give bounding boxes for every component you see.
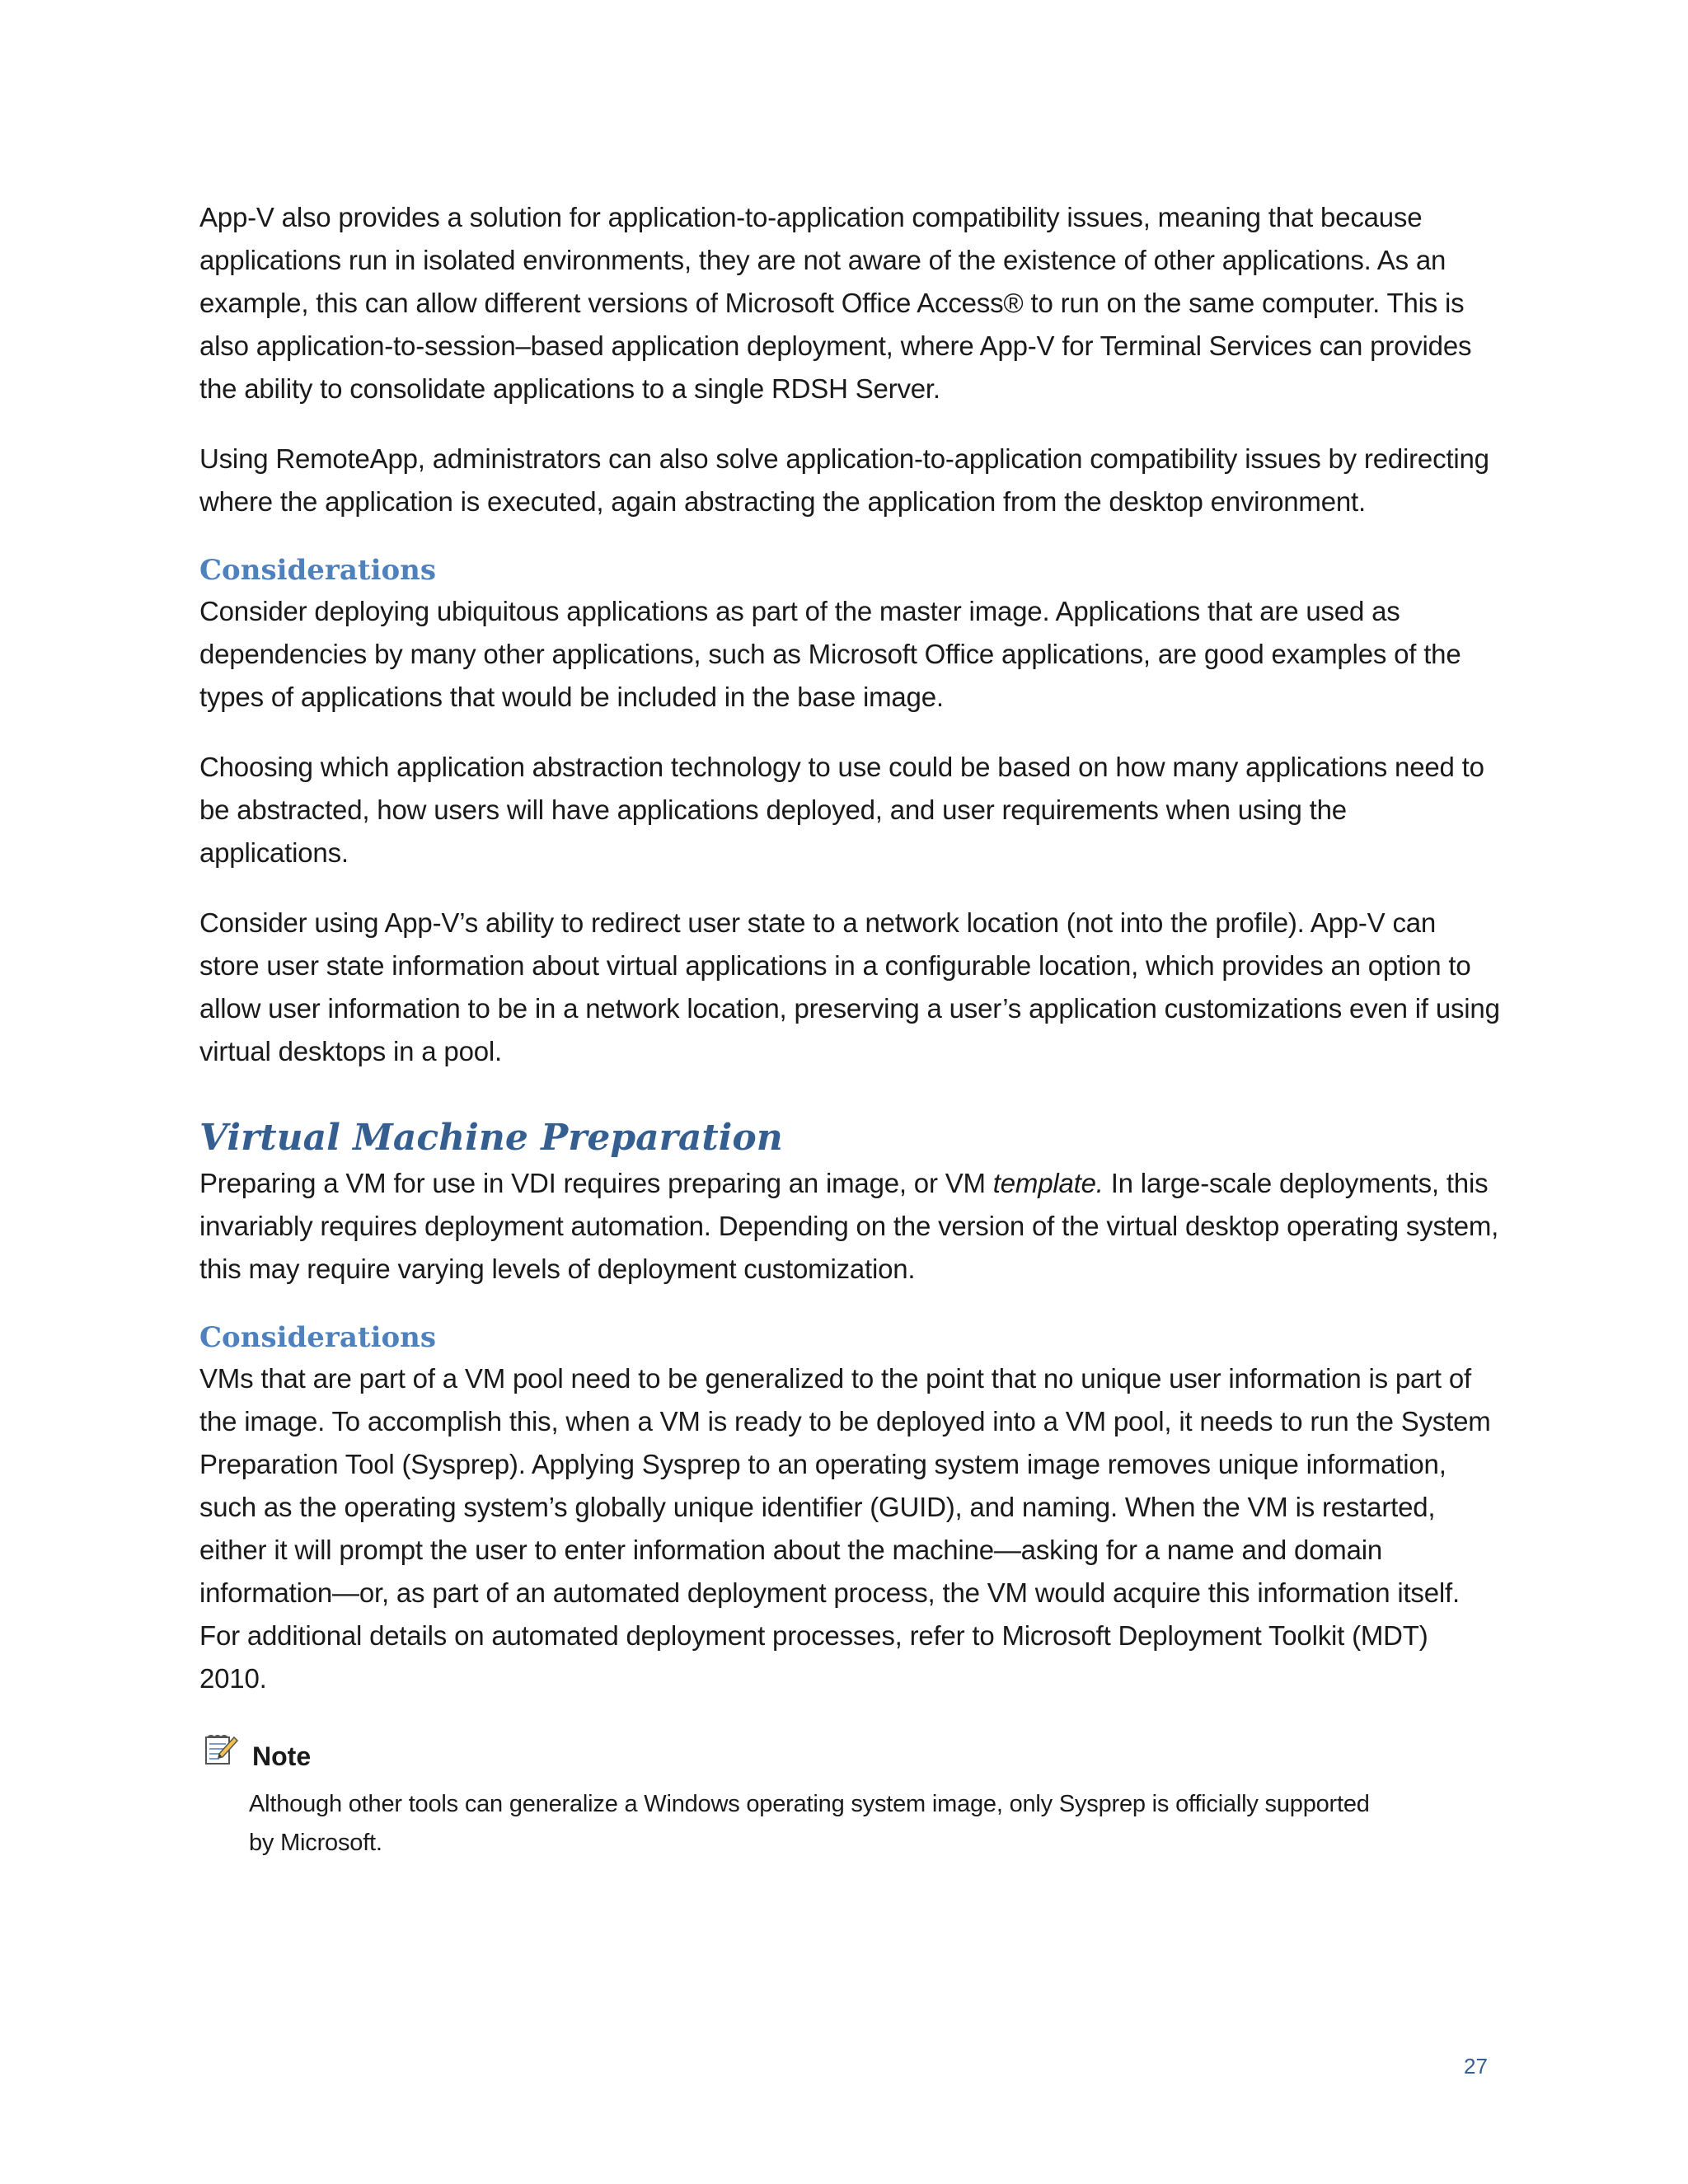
considerations-heading: Considerations	[199, 554, 437, 587]
page-number: 27	[1464, 2054, 1488, 2079]
note-title: Note	[252, 1741, 312, 1771]
note-header	[199, 1727, 1502, 1774]
text-run: Preparing a VM for use in VDI requires preparing an image, or VM	[199, 1168, 993, 1198]
body-paragraph: Consider deploying ubiquitous applications as part of the master image. Applications that are used as dependencies by many other applications, such as Microsoft Office applications, are good examples of the types of applications that would be included in the base image.	[199, 596, 1461, 712]
text-run: In large-scale deployments, this invariably requires deployment automation. Depending on the version of the virtual desktop operating system, this may require varying levels of deployment customization.	[199, 1168, 1499, 1284]
body-paragraph: Choosing which application abstraction technology to use could be based on how many applications need to be abstracted, how users will have applications deployed, and user requirements when using the applications.	[199, 752, 1484, 868]
notepad-pencil-icon	[203, 1732, 239, 1769]
document-page	[199, 196, 1502, 1863]
note-body: Although other tools can generalize a Windows operating system image, only Sysprep is officially supported by Microsoft.	[249, 1791, 1370, 1856]
body-paragraph: VMs that are part of a VM pool need to be generalized to the point that no unique user information is part of the image. To accomplish this, when a VM is ready to be deployed into a VM pool, it needs to run the System Preparation Tool (Sysprep). Applying Sysprep to an operating system image removes unique information, such as the operating system’s globally unique identifier (GUID), and naming. When the VM is restarted, either it will prompt the user to enter information about the machine—asking for a name and domain information—or, as part of an automated deployment process, the VM would acquire this information itself. For additional details on automated deployment processes, refer to Microsoft Deployment Toolkit (MDT) 2010.	[199, 1363, 1491, 1694]
body-paragraph	[199, 1162, 1502, 1291]
note-callout	[199, 1727, 1502, 1863]
section-heading: Virtual Machine Preparation	[199, 1117, 783, 1159]
body-paragraph: App-V also provides a solution for application-to-application compatibility issues, meaning that because applications run in isolated environments, they are not aware of the existence of other applications. As an example, this can allow different versions of Microsoft Office Access® to run on the same computer. This is also application-to-session–based application deployment, where App-V for Terminal Services can provides the ability to consolidate applications to a single RDSH Server.	[199, 202, 1472, 404]
emphasis-text: template.	[992, 1168, 1104, 1198]
body-paragraph: Using RemoteApp, administrators can also solve application-to-application compatibility issues by redirecting where the application is executed, again abstracting the application from the desktop environment.	[199, 443, 1489, 517]
body-paragraph: Consider using App-V’s ability to redirect user state to a network location (not into the profile). App-V can store user state information about virtual applications in a configurable location, which provides an option to allow user information to be in a network location, preserving a user’s application customizations even if using virtual desktops in a pool.	[199, 907, 1500, 1066]
considerations-heading: Considerations	[199, 1321, 437, 1354]
